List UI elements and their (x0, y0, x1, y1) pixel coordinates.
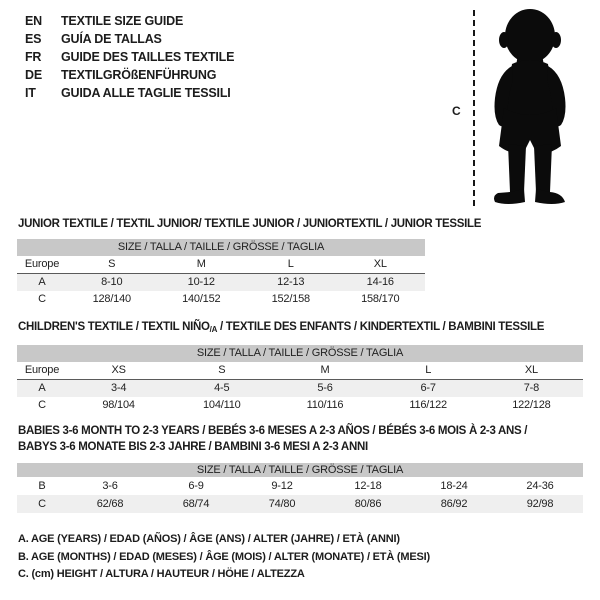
table-cell: 18-24 (440, 480, 468, 492)
table-cell: 68/74 (153, 495, 239, 513)
table-cell: 4-5 (170, 380, 273, 398)
baby-silhouette-icon (482, 6, 578, 206)
table-cell: L (246, 256, 336, 274)
language-row-es (25, 30, 234, 48)
table-cell: XL (336, 256, 426, 274)
table-cell: 12-18 (354, 480, 382, 492)
table-cell: 110/116 (306, 399, 344, 411)
legend-line-b: B. AGE (MONTHS) / EDAD (MESES) / ÂGE (MOIS) / ALTER (MONATE) / ETÀ (MESI) (18, 550, 430, 563)
table-row (17, 495, 583, 513)
table-row (17, 362, 583, 380)
junior-size-table (17, 239, 425, 308)
table-cell: XL (480, 362, 583, 380)
size-bar: SIZE / TALLA / TAILLE / GRÖSSE / TAGLIA (17, 345, 583, 362)
babies-section-heading (18, 424, 527, 455)
row-label: C (17, 495, 67, 513)
table-cell: 6-9 (188, 480, 204, 492)
table-cell: S (67, 256, 157, 274)
language-code: EN (25, 14, 42, 28)
table-row (17, 291, 425, 308)
legend (18, 531, 430, 584)
table-cell: 12-13 (246, 274, 336, 292)
children-size-table (17, 345, 583, 414)
table-cell: 86/92 (411, 495, 497, 513)
size-bar-row (17, 463, 583, 477)
heading-text: / TEXTILE DES ENFANTS / KINDERTEXTIL / BAMBINI TESSILE (217, 321, 545, 333)
size-bar-row (17, 345, 583, 362)
language-title: TEXTILE SIZE GUIDE (61, 14, 184, 28)
heading-subscript: /A (209, 325, 218, 334)
row-label: A (17, 380, 67, 398)
table-cell: 104/110 (203, 399, 241, 411)
language-code: FR (25, 50, 42, 64)
table-cell: 98/104 (102, 399, 135, 411)
language-code: IT (25, 86, 36, 100)
language-code: DE (25, 68, 42, 82)
language-title: GUÍA DE TALLAS (61, 32, 162, 46)
row-label: Europe (17, 256, 67, 274)
babies-size-table (17, 463, 583, 513)
table-cell: 3-6 (102, 480, 118, 492)
table-cell: 7-8 (480, 380, 583, 398)
heading-text: CHILDREN'S TEXTILE / TEXTIL NIÑO (18, 321, 210, 333)
table-cell: XS (67, 362, 170, 380)
language-title: GUIDE DES TAILLES TEXTILE (61, 50, 235, 64)
table-cell: 116/122 (409, 399, 447, 411)
row-label: Europe (17, 362, 67, 380)
table-cell: 14-16 (336, 274, 426, 292)
row-label: A (17, 274, 67, 292)
language-title: TEXTILGRÖßENFÜHRUNG (61, 68, 217, 82)
table-cell: 6-7 (377, 380, 480, 398)
language-title: GUIDA ALLE TAGLIE TESSILI (61, 86, 231, 100)
table-cell: 152/158 (271, 293, 310, 305)
table-cell: 80/86 (325, 495, 411, 513)
heading-line-2: BABYS 3-6 MONATE BIS 2-3 JAHRE / BAMBINI 3-6 MESI A 2-3 ANNI (18, 440, 368, 453)
table-cell: 24-36 (526, 480, 554, 492)
children-section-heading (18, 321, 544, 334)
table-cell: 158/170 (361, 293, 400, 305)
table-row (17, 256, 425, 274)
height-measure-label: C (452, 104, 461, 118)
table-cell: 92/98 (497, 495, 583, 513)
language-row-it (25, 84, 234, 102)
table-row (17, 274, 425, 292)
table-cell: L (377, 362, 480, 380)
language-code: ES (25, 32, 42, 46)
size-bar: SIZE / TALLA / TAILLE / GRÖSSE / TAGLIA (17, 463, 583, 477)
table-cell: 9-12 (271, 480, 293, 492)
heading-line-1: BABIES 3-6 MONTH TO 2-3 YEARS / BEBÉS 3-6 MESES A 2-3 AÑOS / BÉBÉS 3-6 MOIS À 2-3 ANS / (18, 425, 528, 437)
language-list (25, 12, 234, 102)
table-cell: 5-6 (273, 380, 376, 398)
table-row (17, 477, 583, 495)
row-label: B (38, 480, 46, 492)
table-cell: S (170, 362, 273, 380)
table-cell: 140/152 (182, 293, 221, 305)
language-row-en (25, 12, 234, 30)
legend-line-c: C. (cm) HEIGHT / ALTURA / HAUTEUR / HÖHE / ALTEZZA (18, 568, 305, 580)
table-cell: 62/68 (67, 495, 153, 513)
table-cell: M (273, 362, 376, 380)
junior-section-heading: JUNIOR TEXTILE / TEXTIL JUNIOR/ TEXTILE JUNIOR / JUNIORTEXTIL / JUNIOR TESSILE (18, 218, 482, 230)
language-row-fr (25, 48, 234, 66)
table-cell: 8-10 (67, 274, 157, 292)
row-label: C (38, 399, 46, 411)
legend-line-a: A. AGE (YEARS) / EDAD (AÑOS) / ÂGE (ANS) / ALTER (JAHRE) / ETÀ (ANNI) (18, 533, 400, 545)
language-row-de (25, 66, 234, 84)
table-row (17, 397, 583, 414)
table-cell: 128/140 (92, 293, 131, 305)
table-row (17, 380, 583, 398)
size-bar-row (17, 239, 425, 256)
table-cell: M (157, 256, 247, 274)
table-cell: 3-4 (67, 380, 170, 398)
row-label: C (38, 293, 46, 305)
height-measure-line (473, 10, 475, 206)
size-bar: SIZE / TALLA / TAILLE / GRÖSSE / TAGLIA (17, 239, 425, 256)
table-cell: 74/80 (239, 495, 325, 513)
table-cell: 10-12 (157, 274, 247, 292)
table-cell: 122/128 (512, 399, 551, 411)
